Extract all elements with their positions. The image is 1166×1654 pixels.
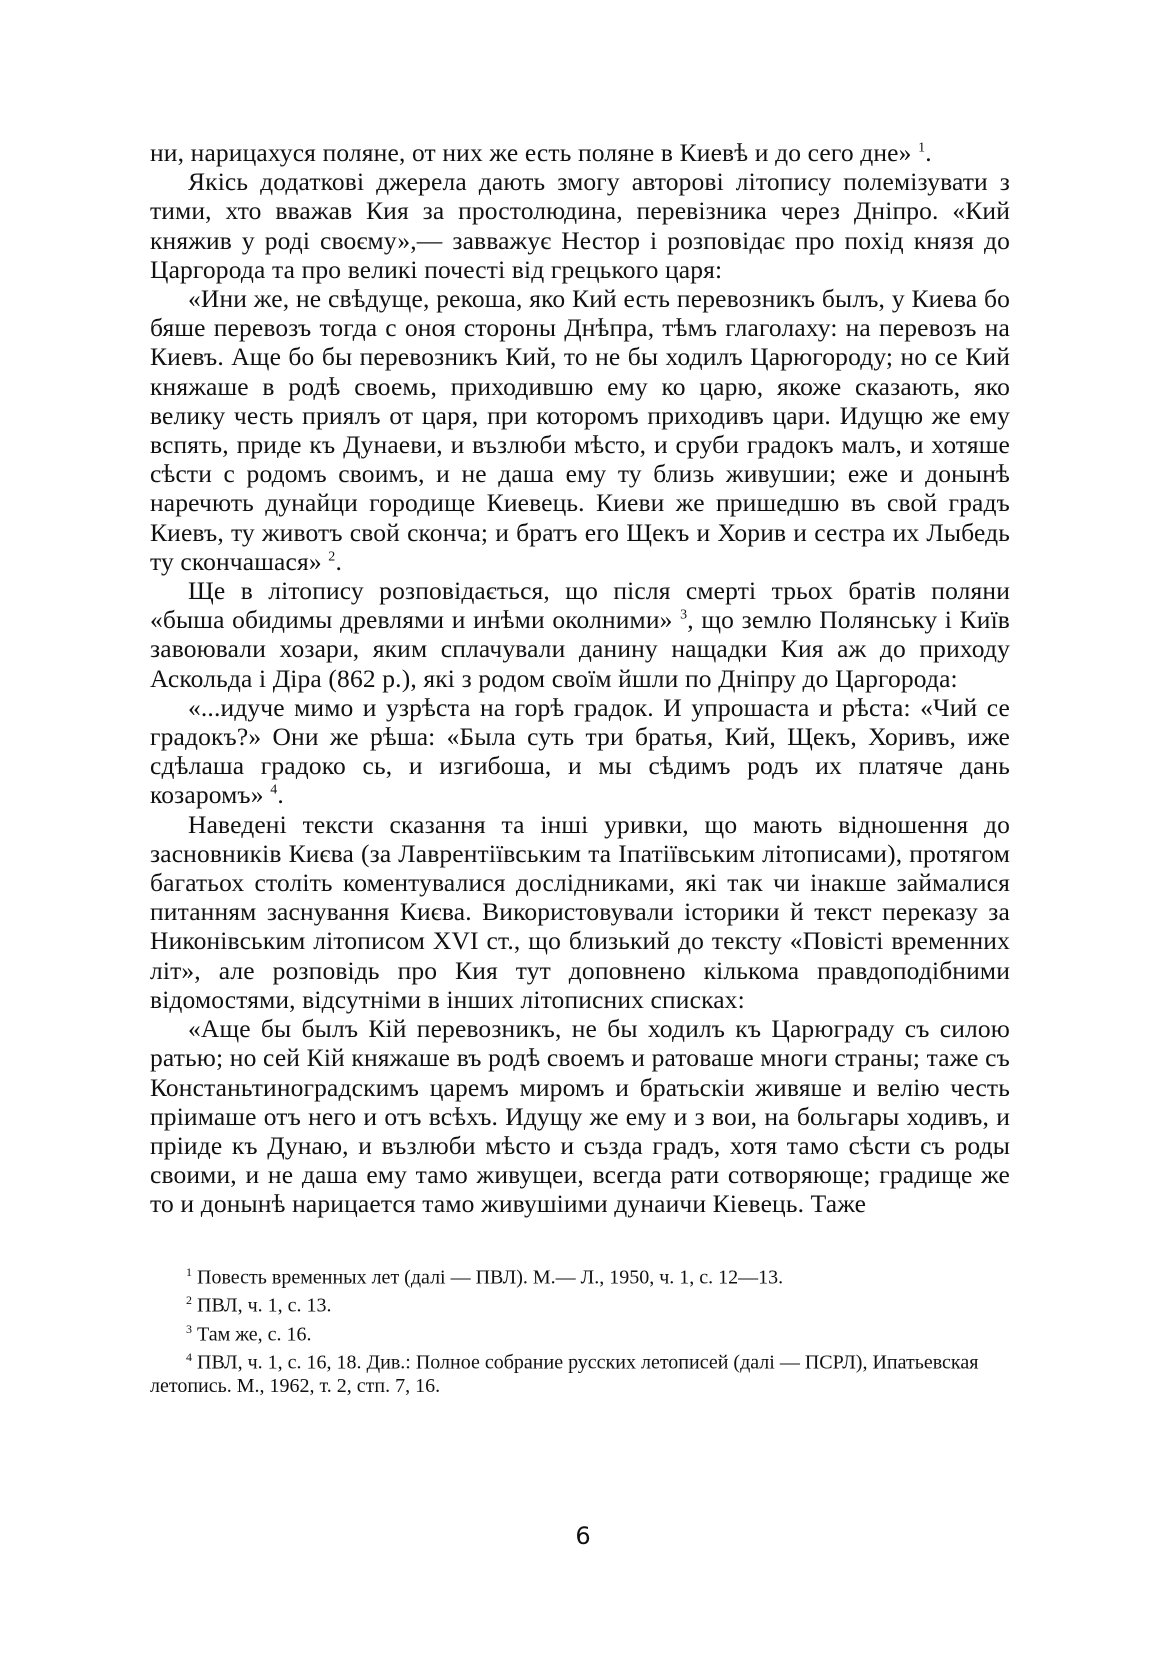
- footnote-2: [150, 1289, 1010, 1318]
- footnote-text: Повесть временных лет (далі — ПВЛ). М.— Л., 1950, ч. 1, с. 12—13.: [197, 1266, 784, 1289]
- paragraph-5-quote: [150, 693, 1010, 810]
- footnote-text: Там же, с. 16.: [197, 1323, 312, 1346]
- footnote-number: 2: [186, 1293, 192, 1308]
- footnote-ref-3[interactable]: 3: [680, 607, 688, 623]
- paragraph-4: [150, 576, 1010, 693]
- footnote-ref-4[interactable]: 4: [270, 782, 278, 798]
- paragraph-text: Ще в літопису розповідається, що після смерті трьох братів поляни «быша обидимы древлями и инѣми околними»: [150, 576, 1010, 635]
- paragraph-text: «Аще бы былъ Кій перевозникъ, не бы ходилъ къ Царюграду съ силою ратью; но сей Кій княжаше въ родѣ своемъ и ратоваше многи страны; таже съ Констаньтиноградскимъ царемъ миромъ и братьскіи живяше и велію честь пріимаше отъ него и отъ всѣхъ. Идущу же ему и з вои, на больгары ходивъ, и пріиде къ Дунаю, и възлюби мѣсто и създа градъ, хотя тамо сѣсти съ роды своими, и не даша ему тамо живущеи, всегда рати сотворяюще; градище же то и донынѣ нарицается тамо живушіими дунаичи Кіевець. Таже: [150, 1014, 1010, 1219]
- paragraph-tail: .: [277, 780, 284, 810]
- paragraph-text: Наведені тексти сказання та інші уривки, що мають відношення до засновників Києва (за Лаврентіївським та Іпатіївським літописами), протягом багатьох століть коментувалися дослідниками, які так чи інакше займалися питанням заснування Києва. Використовували історики й текст переказу за Никонівським літописом XVI ст., що близький до тексту «Повісті временних літ», але розповідь про Кия тут доповнено кількома правдоподібними відомостями, відсутніми в інших літописних списках:: [150, 809, 1010, 1014]
- footnote-number: 1: [186, 1264, 192, 1279]
- paragraph-text: «...идуче мимо и узрѣста на горѣ градок. И упрошаста и рѣста: «Чий се градокъ?» Они же рѣша: «Была суть три братья, Кий, Щекъ, Хоривъ, иже сдѣлаша градоко сь, и изгибоша, и мы сѣдимъ родъ их платяче дань козаромъ»: [150, 692, 1010, 810]
- footnote-ref-1[interactable]: 1: [918, 140, 926, 156]
- paragraph-text: ни, нарицахуся поляне, от них же есть поляне в Киевѣ и до сего дне»: [150, 138, 912, 167]
- paragraph-2: [150, 167, 1010, 284]
- page-body: [150, 138, 1010, 1398]
- paragraph-6: [150, 810, 1010, 1014]
- footnote-number: 4: [186, 1350, 192, 1365]
- footnote-text: ПВЛ, ч. 1, с. 16, 18. Див.: Полное собрание русских летописей (далі — ПСРЛ), Ипатьевская летопись. М., 1962, т. 2, стп. 7, 16.: [150, 1352, 979, 1398]
- paragraph-7-quote: [150, 1014, 1010, 1218]
- paragraph-1: [150, 138, 1010, 167]
- paragraph-3-quote: [150, 284, 1010, 576]
- footnotes: [150, 1261, 1010, 1399]
- footnote-1: [150, 1261, 1010, 1290]
- footnote-text: ПВЛ, ч. 1, с. 13.: [197, 1294, 332, 1317]
- main-text: [150, 138, 1010, 1219]
- paragraph-tail: .: [335, 546, 342, 576]
- footnote-number: 3: [186, 1321, 192, 1336]
- paragraph-tail: , що землю Полянську і Київ завоювали хозари, яким сплачували данину нащадки Кия аж до приходу Аскольда і Діра (862 р.), які з родом своїм йшли по Дніпру до Царгорода:: [150, 605, 1010, 693]
- paragraph-text: Якісь додаткові джерела дають змогу авторові літопису полемізувати з тими, хто вважав Кия за простолюдина, перевізника через Дніпро. «Кий княжив у роді своєму»,— завважує Нестор і розповідає про похід князя до Царгорода та про великі почесті від грецького царя:: [150, 167, 1010, 284]
- footnote-3: [150, 1318, 1010, 1347]
- paragraph-text: «Ини же, не свѣдуще, рекоша, яко Кий есть перевозникъ былъ, у Киева бо бяше перевозъ тогда с оноя стороны Днѣпра, тѣмъ глаголаху: на перевозъ на Киевъ. Аще бо бы перевозникъ Кий, то не бы ходилъ Царюгороду; но се Кий княжаше в родѣ своемь, приходившю ему ко царю, якоже сказають, яко велику честь приялъ от царя, при которомъ приходивъ цари. Идущю же ему вспять, приде къ Дунаеви, и възлюби мѣсто, и сруби градокъ малъ, и хотяше сѣсти с родомъ своимъ, и не даша ему ту близь живушии; еже и донынѣ наречють дунайци городище Киевець. Киеви же пришедшю въ свой градъ Киевъ, ту животъ свой скончa; и братъ его Щекъ и Хорив и сестра их Лыбедь ту скончашася»: [150, 284, 1010, 576]
- page-number: 6: [575, 1522, 591, 1550]
- footnote-ref-2[interactable]: 2: [328, 549, 336, 565]
- footnote-4: [150, 1346, 1010, 1398]
- paragraph-tail: .: [925, 138, 932, 167]
